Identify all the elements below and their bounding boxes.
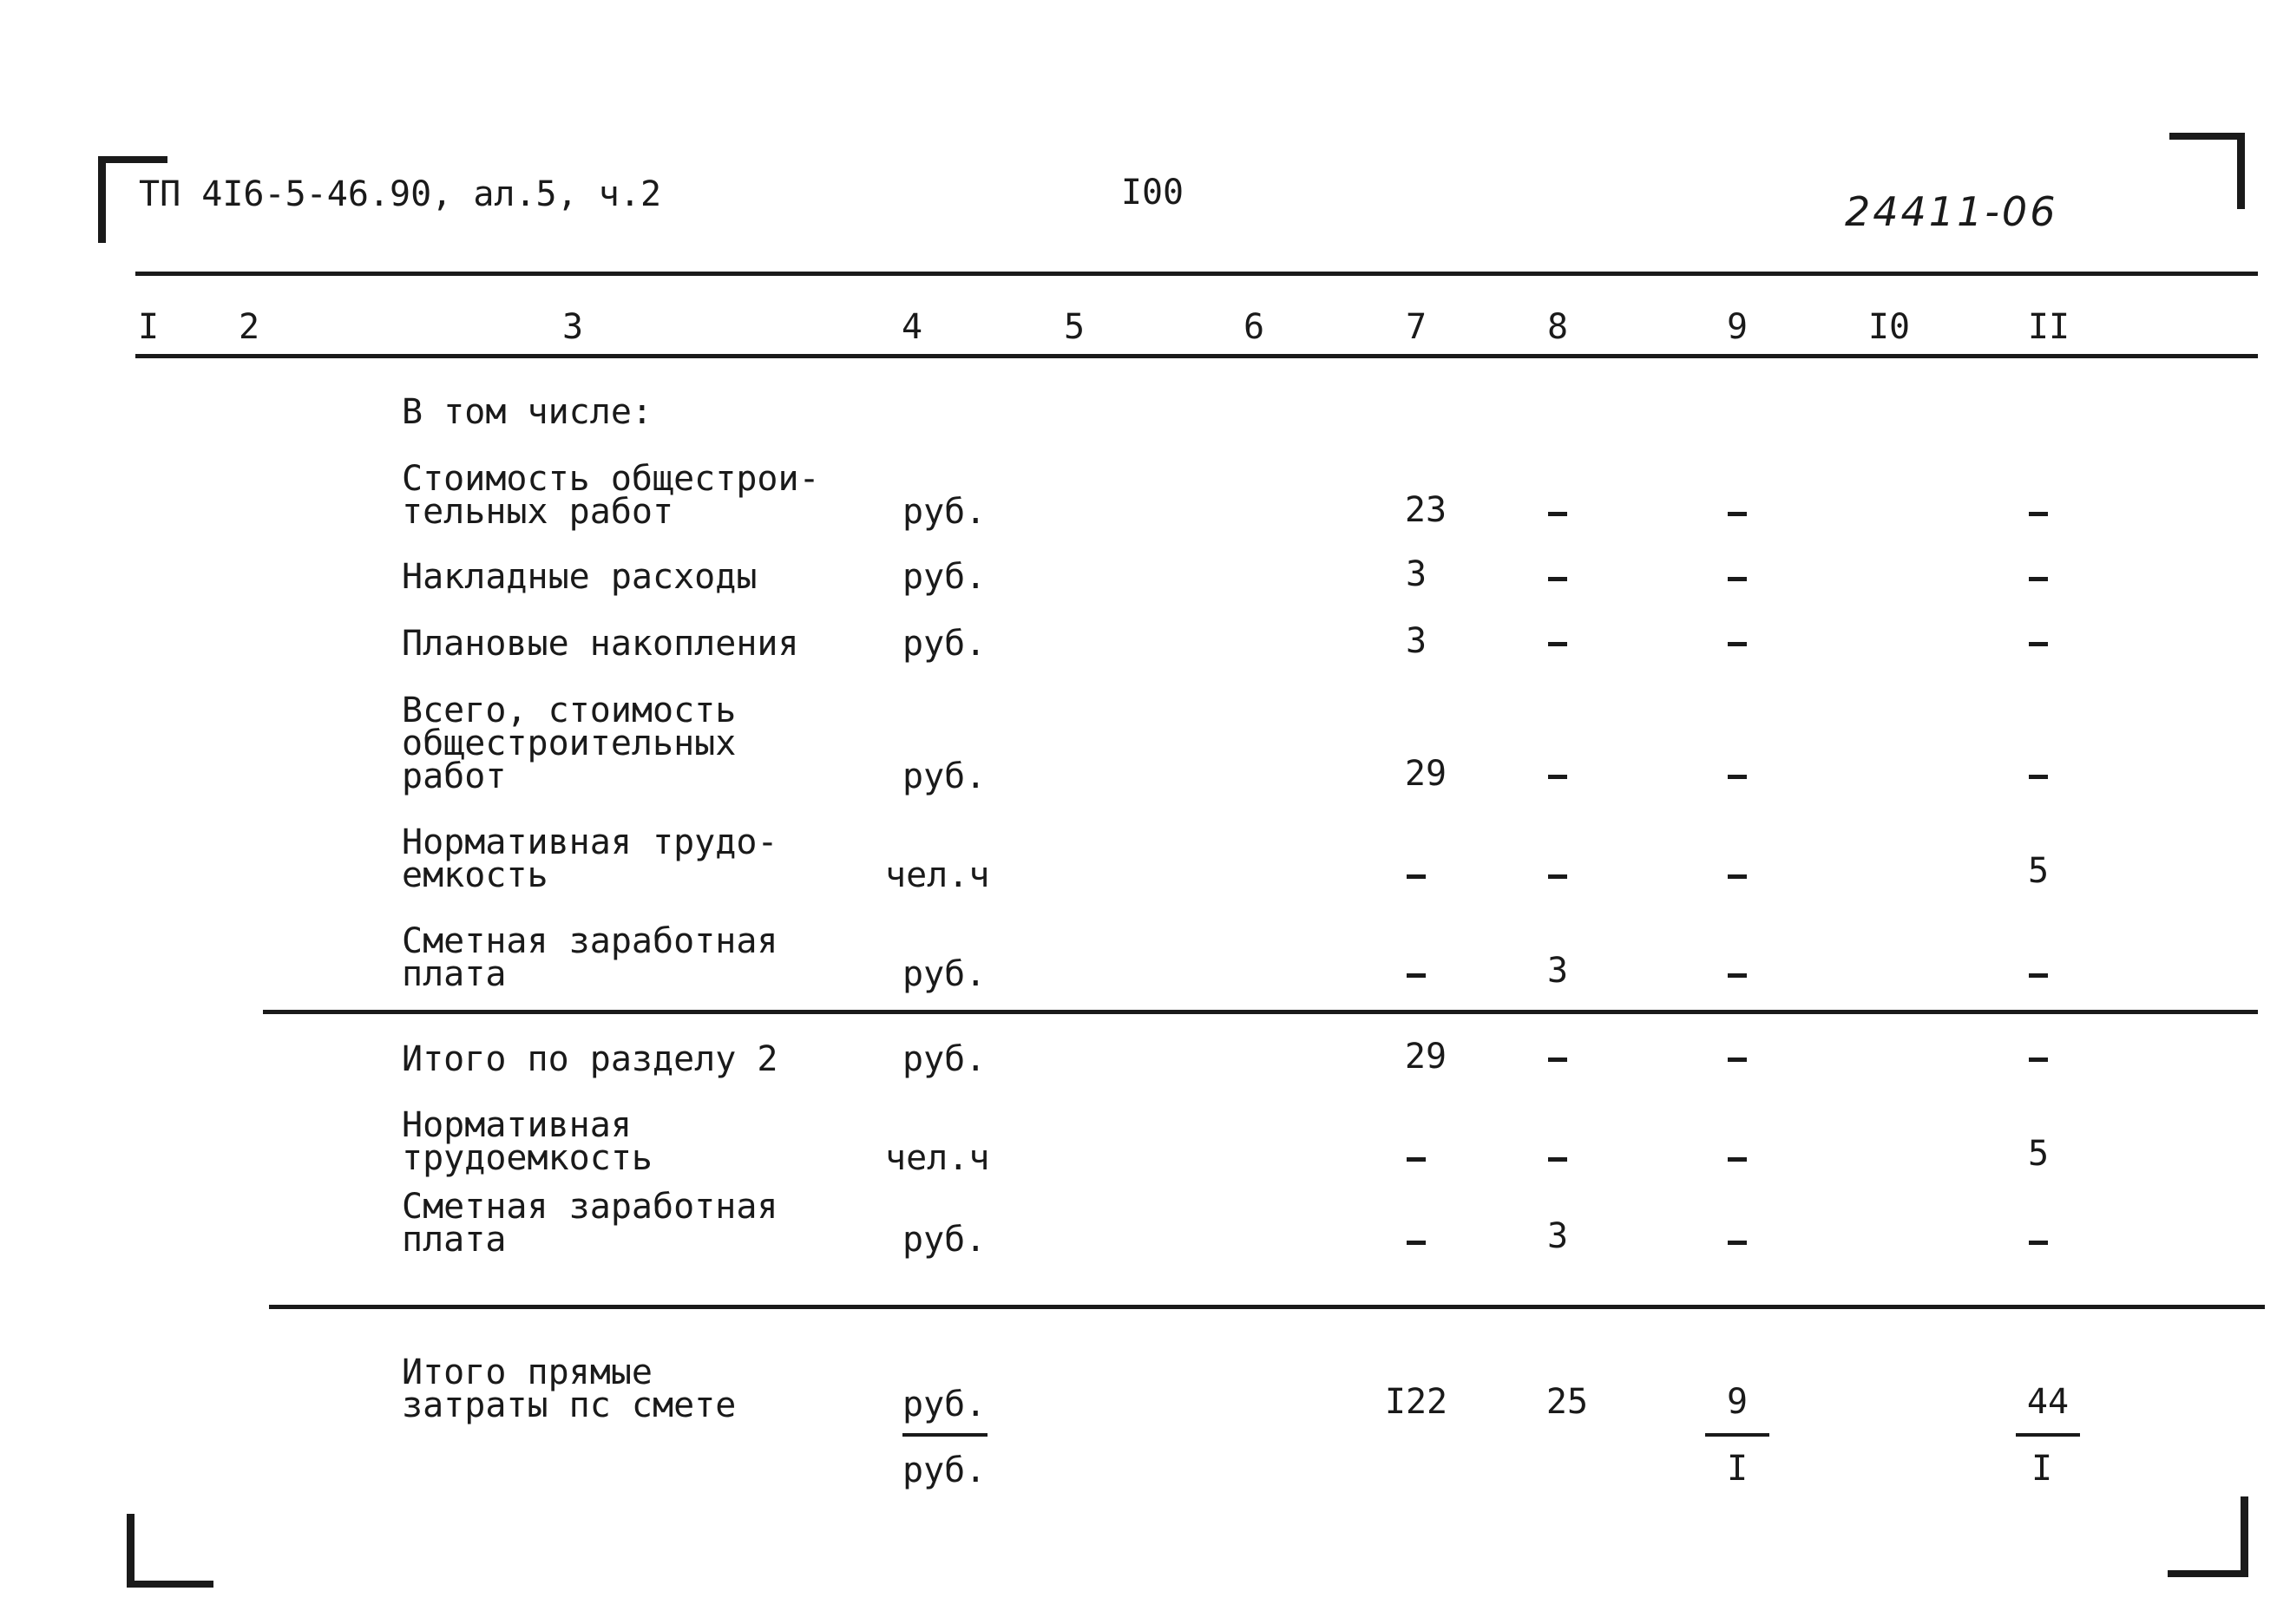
column-header-6: 6 [1243,307,1265,347]
column-header-8: 8 [1546,307,1569,347]
unit-fraction-bar [902,1433,988,1437]
row-unit: руб. [902,756,987,796]
corner-mark-top-left [98,156,106,243]
grand-total-col7: I22 [1384,1382,1448,1422]
col11-fraction-bar [2016,1433,2080,1437]
grand-total-rule [269,1305,2265,1309]
dash-col9 [1728,642,1747,646]
col9-fraction-bar [1705,1433,1769,1437]
row-label: Нормативная трудо- емкость [402,822,778,895]
corner-mark-top-left-h [98,156,167,163]
section-total-col7: 29 [1404,1037,1447,1077]
row-label: Всего, стоимость общестроительных работ [402,691,737,796]
grand-total-col11: 44 [2026,1382,2070,1422]
grand-total-unit: руб. [902,1385,987,1424]
dash-col9 [1728,1157,1747,1162]
page-number: I00 [1120,173,1184,213]
dash-col11 [2029,973,2048,978]
grand-total-col9-denominator: I [1726,1449,1749,1489]
corner-mark-top-right-h [2169,133,2243,140]
column-header-2: 2 [238,307,260,347]
section-intro: В том числе: [402,392,653,432]
column-header-4: 4 [901,307,923,347]
dash-col8 [1548,642,1567,646]
document-code: ТП 4I6-5-46.90, ал.5, ч.2 [139,174,662,214]
dash-col9 [1728,775,1747,779]
dash-col8 [1548,874,1567,879]
handwritten-number: 24411-06 [1845,188,2058,235]
dash-col7 [1407,1157,1426,1162]
corner-mark-bottom-right [2241,1496,2248,1576]
section-total-label: Нормативная трудоемкость [402,1105,653,1178]
row-label: Плановые накопления [402,624,799,664]
column-header-11: II [2027,307,2070,347]
dash-col9 [1728,1241,1747,1245]
dash-col11 [2029,775,2048,779]
row-label: Накладные расходы [402,557,758,597]
dash-col8 [1548,512,1567,516]
corner-mark-bottom-right-h [2168,1570,2248,1577]
section-total-col8: 3 [1546,1216,1569,1256]
grand-total-label: Итого прямые затраты пс смете [402,1352,737,1425]
dash-col11 [2029,1058,2048,1062]
row-value-col7: 3 [1405,621,1427,661]
section-total-unit: чел.ч [885,1138,990,1178]
dash-col8 [1548,775,1567,779]
grand-total-unit-denominator: руб. [902,1450,987,1490]
dash-col9 [1728,874,1747,879]
grand-total-col8: 25 [1545,1382,1589,1422]
dash-col9 [1728,1058,1747,1062]
dash-col7 [1407,874,1426,879]
corner-mark-bottom-left [127,1514,135,1588]
dash-col11 [2029,1241,2048,1245]
dash-col7 [1407,973,1426,978]
section-total-label: Сметная заработная плата [402,1187,778,1260]
corner-mark-bottom-left-h [127,1581,213,1588]
column-header-1: I [137,307,160,347]
dash-col8 [1548,1157,1567,1162]
row-unit: руб. [902,624,987,664]
row-unit: руб. [902,557,987,597]
row-value-col7: 3 [1405,554,1427,594]
grand-total-col9: 9 [1726,1382,1749,1422]
column-header-3: 3 [561,307,584,347]
column-header-9: 9 [1726,307,1749,347]
dash-col11 [2029,642,2048,646]
row-value-col11: 5 [2027,851,2050,891]
section-total-unit: руб. [902,1220,987,1260]
table-top-rule [135,272,2258,276]
dash-col8 [1548,577,1567,581]
dash-col9 [1728,577,1747,581]
column-header-5: 5 [1063,307,1086,347]
row-label: Сметная заработная плата [402,921,778,994]
dash-col8 [1548,1058,1567,1062]
dash-col11 [2029,577,2048,581]
row-unit: чел.ч [885,855,990,895]
row-label: Стоимость общестрои- тельных работ [402,459,820,532]
table-header-rule [135,354,2258,358]
row-unit: руб. [902,492,987,532]
section-total-col11: 5 [2027,1134,2050,1174]
dash-col7 [1407,1241,1426,1245]
row-value-col7: 29 [1404,754,1447,794]
column-header-10: I0 [1867,307,1911,347]
column-header-7: 7 [1405,307,1427,347]
row-value-col8: 3 [1546,951,1569,991]
row-value-col7: 23 [1404,490,1447,530]
row-unit: руб. [902,954,987,994]
section-total-unit: руб. [902,1039,987,1079]
section-rule [263,1010,2258,1014]
grand-total-col11-denominator: I [2031,1449,2053,1489]
section-total-label: Итого по разделу 2 [402,1039,778,1079]
dash-col9 [1728,973,1747,978]
corner-mark-top-right [2237,133,2245,209]
dash-col11 [2029,512,2048,516]
dash-col9 [1728,512,1747,516]
